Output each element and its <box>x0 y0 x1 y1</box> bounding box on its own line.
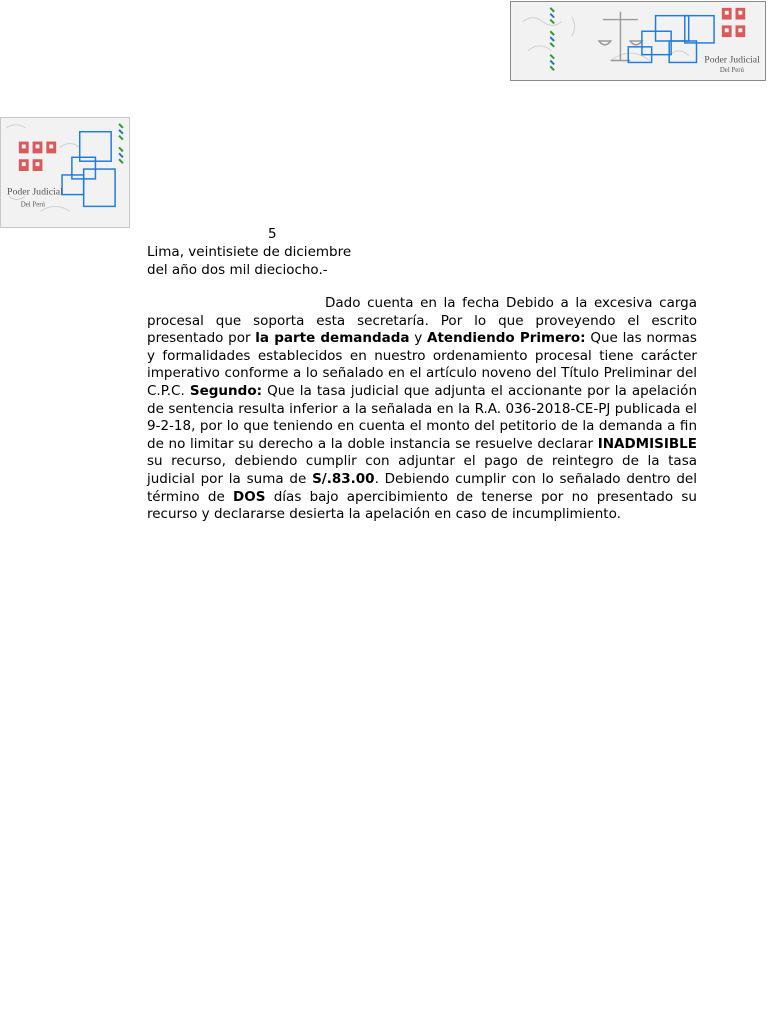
seal-text-line1: Poder Judicial <box>704 54 760 66</box>
resolution-text-3: Que las normas y formalidades establecidos en nuestro ordenamiento procesal tiene carácter imperativo conforme a lo señalado en el artículo noveno del Título Preliminar del C.P.C. <box>147 330 697 399</box>
resolution-text-6: . Debiendo cumplir con lo señalado dentro del término de <box>147 470 697 505</box>
inadmissible-ruling: INADMISIBLE <box>597 435 697 452</box>
seal-text-line2: Del Perú <box>719 67 744 75</box>
resolution-text-1: Dado cuenta en la fecha Debido a la excesiva carga procesal que soporta esta secretaría. Por lo que proveyendo el escrito presentado por <box>147 295 697 347</box>
seal-left-text-line1: Poder Judicial <box>7 186 63 198</box>
judicial-seal-graphic-left <box>1 118 129 227</box>
poder-judicial-logo-left <box>0 117 130 228</box>
party-respondent: la parte demandada <box>255 330 410 347</box>
resolution-text-2: y <box>409 330 428 347</box>
resolution-text-5: su recurso, debiendo cumplir con adjuntar el pago de reintegro de la tasa judicial por la suma de <box>147 453 697 487</box>
resolution-body <box>147 295 697 524</box>
poder-judicial-logo-top <box>510 1 766 81</box>
second-point-heading: Segundo: <box>189 382 262 399</box>
fee-amount: S/.83.00 <box>312 470 375 487</box>
resolution-text-7: días bajo apercibimiento de tenerse por no presentado su recurso y declararse desierta la apelación en caso de incumplimiento. <box>147 488 697 523</box>
term-days: DOS <box>233 488 266 505</box>
date-line-1: Lima, veintisiete de diciembre <box>147 244 352 260</box>
first-point-heading: Atendiendo Primero: <box>427 330 586 347</box>
resolution-text-4: Que la tasa judicial que adjunta el accionante por la apelación de sentencia resulta inferior a la señalada en la R.A. 036-2018-CE-PJ publicada el 9-2-18, por lo que teniendo en cuenta el monto del petitorio de la demanda a fin de no limitar su derecho a la doble instancia se resuelve declarar <box>147 382 697 452</box>
seal-left-text-line2: Del Perú <box>20 201 46 209</box>
page-number: 5 <box>268 226 277 242</box>
judicial-seal-graphic <box>511 2 765 80</box>
date-line-2: del año dos mil dieciocho.- <box>147 262 328 278</box>
date-heading <box>147 243 351 279</box>
